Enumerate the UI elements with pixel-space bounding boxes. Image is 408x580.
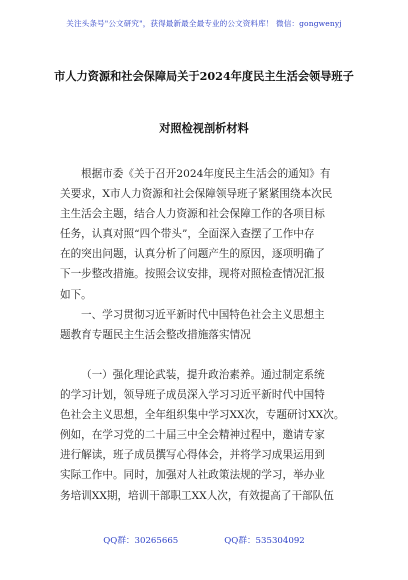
header-banner: 关注头条号"公文研究"，获得最新最全最专业的公文资料库！ 微信：gongwenyj xyxy=(66,19,342,28)
paragraph-line: 如下。 xyxy=(60,288,92,301)
document-title-line-2: 对照检视剖析材料 xyxy=(159,121,249,135)
paragraph-line: 的学习计划，领导班子成员深入学习习近平新时代中国特 xyxy=(60,389,325,402)
subsection-paragraph-1 xyxy=(60,365,360,506)
paragraph-line: 根据市委《关于召开2024年度民主生活会的通知》有 xyxy=(81,168,331,180)
qq-group-1: QQ群：30265665 xyxy=(103,536,179,546)
heading-line: 一、学习贯彻习近平新时代中国特色社会主义思想主 xyxy=(81,309,325,321)
paragraph-line: 下一步整改措施。按照会议安排，现将对照检查情况汇报 xyxy=(60,268,325,281)
paragraph-line: 关要求，X市人力资源和社会保障领导班子紧紧围绕本次民 xyxy=(60,188,333,201)
footer-contact xyxy=(0,534,408,546)
paragraph-line: 务培训XX期，培训干部职工XX人次，有效提高了干部队伍 xyxy=(60,489,334,502)
paragraph-line: 色社会主义思想，全年组织集中学习XX次，专题研讨XX次。 xyxy=(60,409,345,422)
paragraph-line: 主生活会主题，结合人力资源和社会保障工作的各项目标 xyxy=(60,208,325,221)
paragraph-line: 进行解读，班子成员撰写心得体会，并将学习成果运用到 xyxy=(60,449,325,462)
intro-paragraph xyxy=(60,164,360,305)
document-title-line-1: 市人力资源和社会保障局关于2024年度民主生活会领导班子 xyxy=(54,69,354,83)
section-heading-1 xyxy=(60,305,360,345)
paragraph-line: 例如，在学习党的二十届三中全会精神过程中，邀请专家 xyxy=(60,429,325,442)
paragraph-line: （一）强化理论武装，提升政治素养。通过制定系统 xyxy=(81,369,325,381)
heading-line: 题教育专题民主生活会整改措施落实情况 xyxy=(60,329,251,342)
paragraph-line: 在的突出问题，认真分析了问题产生的原因，逐项明确了 xyxy=(60,248,325,261)
qq-group-2: QQ群：535304092 xyxy=(224,536,305,546)
paragraph-line: 任务，认真对照“四个带头”，全面深入查摆了工作中存 xyxy=(60,228,315,241)
paragraph-line: 实际工作中。同时，加强对人社政策法规的学习，举办业 xyxy=(60,469,325,482)
